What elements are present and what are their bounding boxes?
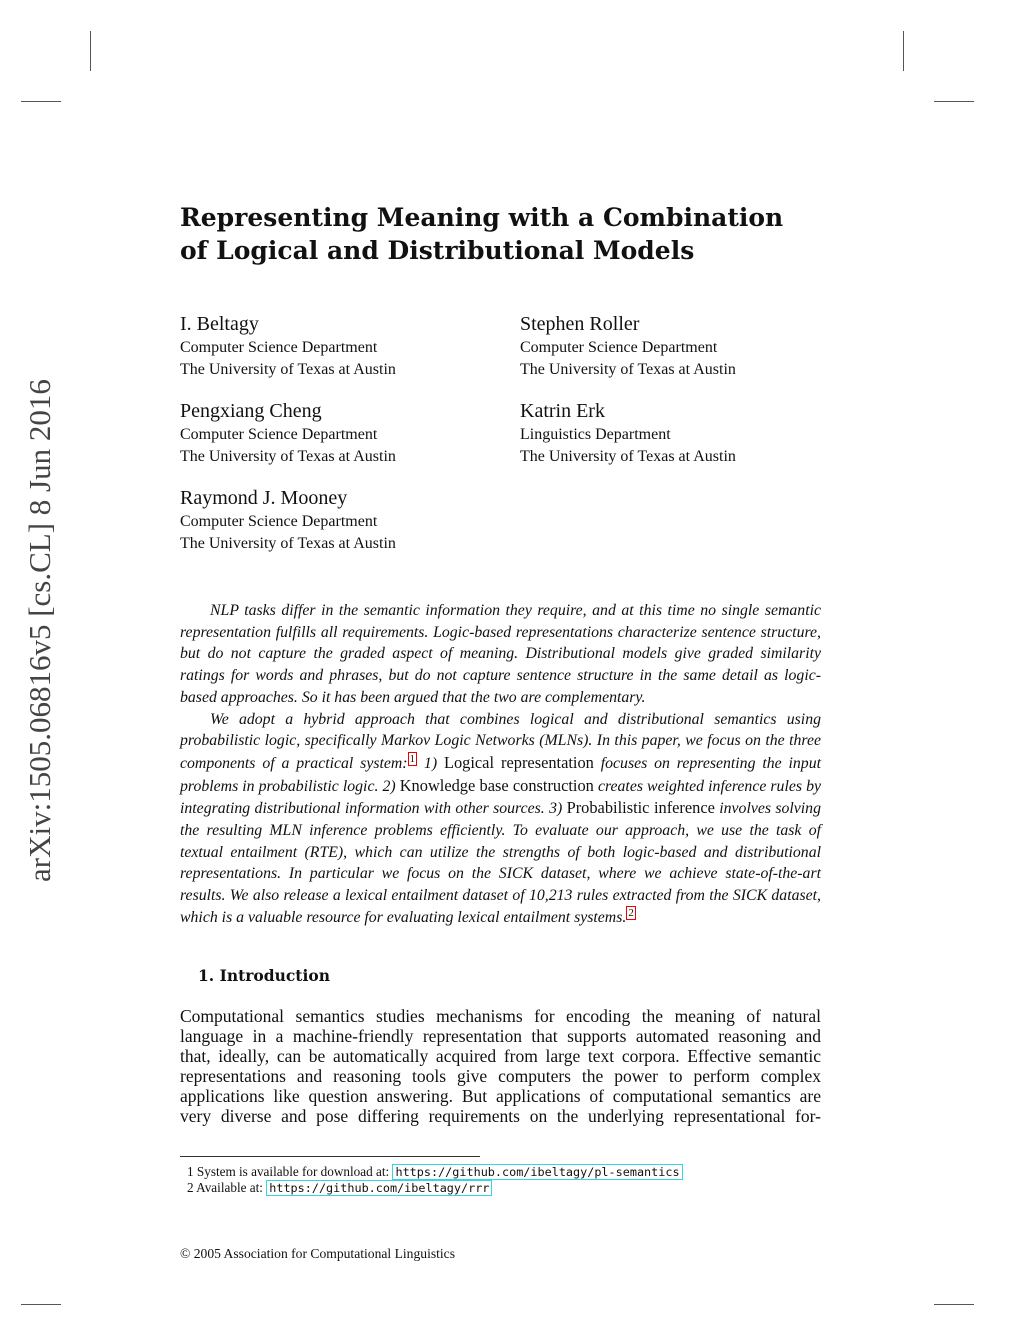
- author-univ: The University of Texas at Austin: [180, 535, 396, 552]
- intro-line: representations and reasoning tools give computers the power to perform complex: [180, 1066, 821, 1086]
- crop-mark: [934, 101, 974, 102]
- author-name: I. Beltagy: [180, 313, 259, 335]
- footnote-link[interactable]: https://github.com/ibeltagy/rrr: [266, 1180, 492, 1196]
- author-dept: Computer Science Department: [180, 513, 378, 530]
- footnote-ref-2[interactable]: 2: [628, 906, 634, 919]
- abstract-text: focuses on representing the input problems in probabilistic logic. 2): [180, 754, 821, 795]
- paper-title: [180, 201, 800, 267]
- abstract-text: 1): [417, 754, 444, 772]
- title-line-2: of Logical and Distributional Models: [180, 236, 695, 265]
- intro-line: that, ideally, can be automatically acquired from large text corpora. Effective semantic: [180, 1046, 821, 1066]
- footnote-text: Available at:: [196, 1180, 267, 1195]
- author-univ: The University of Texas at Austin: [180, 361, 396, 378]
- title-line-1: Representing Meaning with a Combination: [180, 203, 784, 232]
- author-univ: The University of Texas at Austin: [520, 361, 736, 378]
- intro-line: applications like question answering. But applications of computational semantics are: [180, 1086, 821, 1106]
- footnote-ref-1[interactable]: 1: [409, 752, 416, 765]
- author-name: Stephen Roller: [520, 313, 640, 335]
- footnote-1: [187, 1164, 683, 1180]
- author-block: [180, 398, 396, 468]
- crop-mark: [21, 1304, 61, 1305]
- footnote-link[interactable]: https://github.com/ibeltagy/pl-semantics: [392, 1164, 682, 1180]
- footnote-text: System is available for download at:: [196, 1164, 393, 1179]
- abstract: [180, 600, 821, 929]
- author-name: Raymond J. Mooney: [180, 487, 348, 509]
- abstract-paragraph-1: NLP tasks differ in the semantic information they require, and at this time no single semantic representation fulfills all requirements. Logic-based representations characterize sentence structure, but do not capture the graded aspect of meaning. Distributional models give graded similarity ratings for words and phrases, but do not capture sentence structure in the same detail as logic-based approaches. So it has been argued that the two are complementary.: [180, 602, 821, 706]
- author-univ: The University of Texas at Austin: [180, 448, 396, 465]
- crop-mark: [21, 101, 61, 102]
- author-block: [180, 485, 396, 555]
- intro-line: very diverse and pose differing requirements on the underlying representational for-: [180, 1106, 821, 1126]
- author-dept: Computer Science Department: [520, 339, 718, 356]
- footnote-number: 1: [187, 1164, 194, 1179]
- intro-line: Computational semantics studies mechanisms for encoding the meaning of natural: [180, 1006, 821, 1026]
- author-dept: Linguistics Department: [520, 426, 671, 443]
- crop-mark: [90, 31, 91, 71]
- author-dept: Computer Science Department: [180, 426, 378, 443]
- author-name: Pengxiang Cheng: [180, 400, 322, 422]
- abstract-text: involves solving the resulting MLN inference problems efficiently. To evaluate our approach, we use the task of textual entailment (RTE), which can utilize the strengths of both logic-based and distributional representations. In particular we focus on the SICK dataset, where we achieve state-of-the-art results. We also release a lexical entailment dataset of 10,213 rules extracted from the SICK dataset, which is a valuable resource for evaluating lexical entailment systems.: [180, 800, 821, 926]
- abstract-paragraph-2: [180, 709, 821, 929]
- abstract-text: creates weighted inference rules by integrating distributional information with other sources. 3): [180, 777, 821, 818]
- author-univ: The University of Texas at Austin: [520, 448, 736, 465]
- author-block: [180, 311, 396, 381]
- crop-mark: [903, 31, 904, 71]
- crop-mark: [934, 1304, 974, 1305]
- intro-paragraph: [180, 1006, 821, 1126]
- footnote-2: [187, 1180, 492, 1196]
- component-term: Probabilistic inference: [566, 798, 715, 818]
- author-dept: Computer Science Department: [180, 339, 378, 356]
- section-heading: 1. Introduction: [198, 966, 330, 985]
- abstract-text: We adopt a hybrid approach that combines logical and distributional semantics using probabilistic logic, specifically Markov Logic Networks (MLNs). In this paper, we focus on the three components of a practical system:: [180, 710, 821, 772]
- footnote-rule: [180, 1156, 480, 1157]
- component-term: Logical representation: [443, 752, 594, 772]
- author-block: [520, 398, 736, 468]
- copyright-notice: © 2005 Association for Computational Linguistics: [180, 1246, 456, 1261]
- author-block: [520, 311, 736, 381]
- component-term: Knowledge base construction: [399, 775, 594, 795]
- author-name: Katrin Erk: [520, 400, 605, 422]
- intro-line: language in a machine-friendly representation that supports automated reasoning and: [180, 1026, 821, 1046]
- arxiv-identifier: arXiv:1505.06816v5 [cs.CL] 8 Jun 2016: [22, 379, 57, 882]
- footnote-number: 2: [187, 1180, 194, 1195]
